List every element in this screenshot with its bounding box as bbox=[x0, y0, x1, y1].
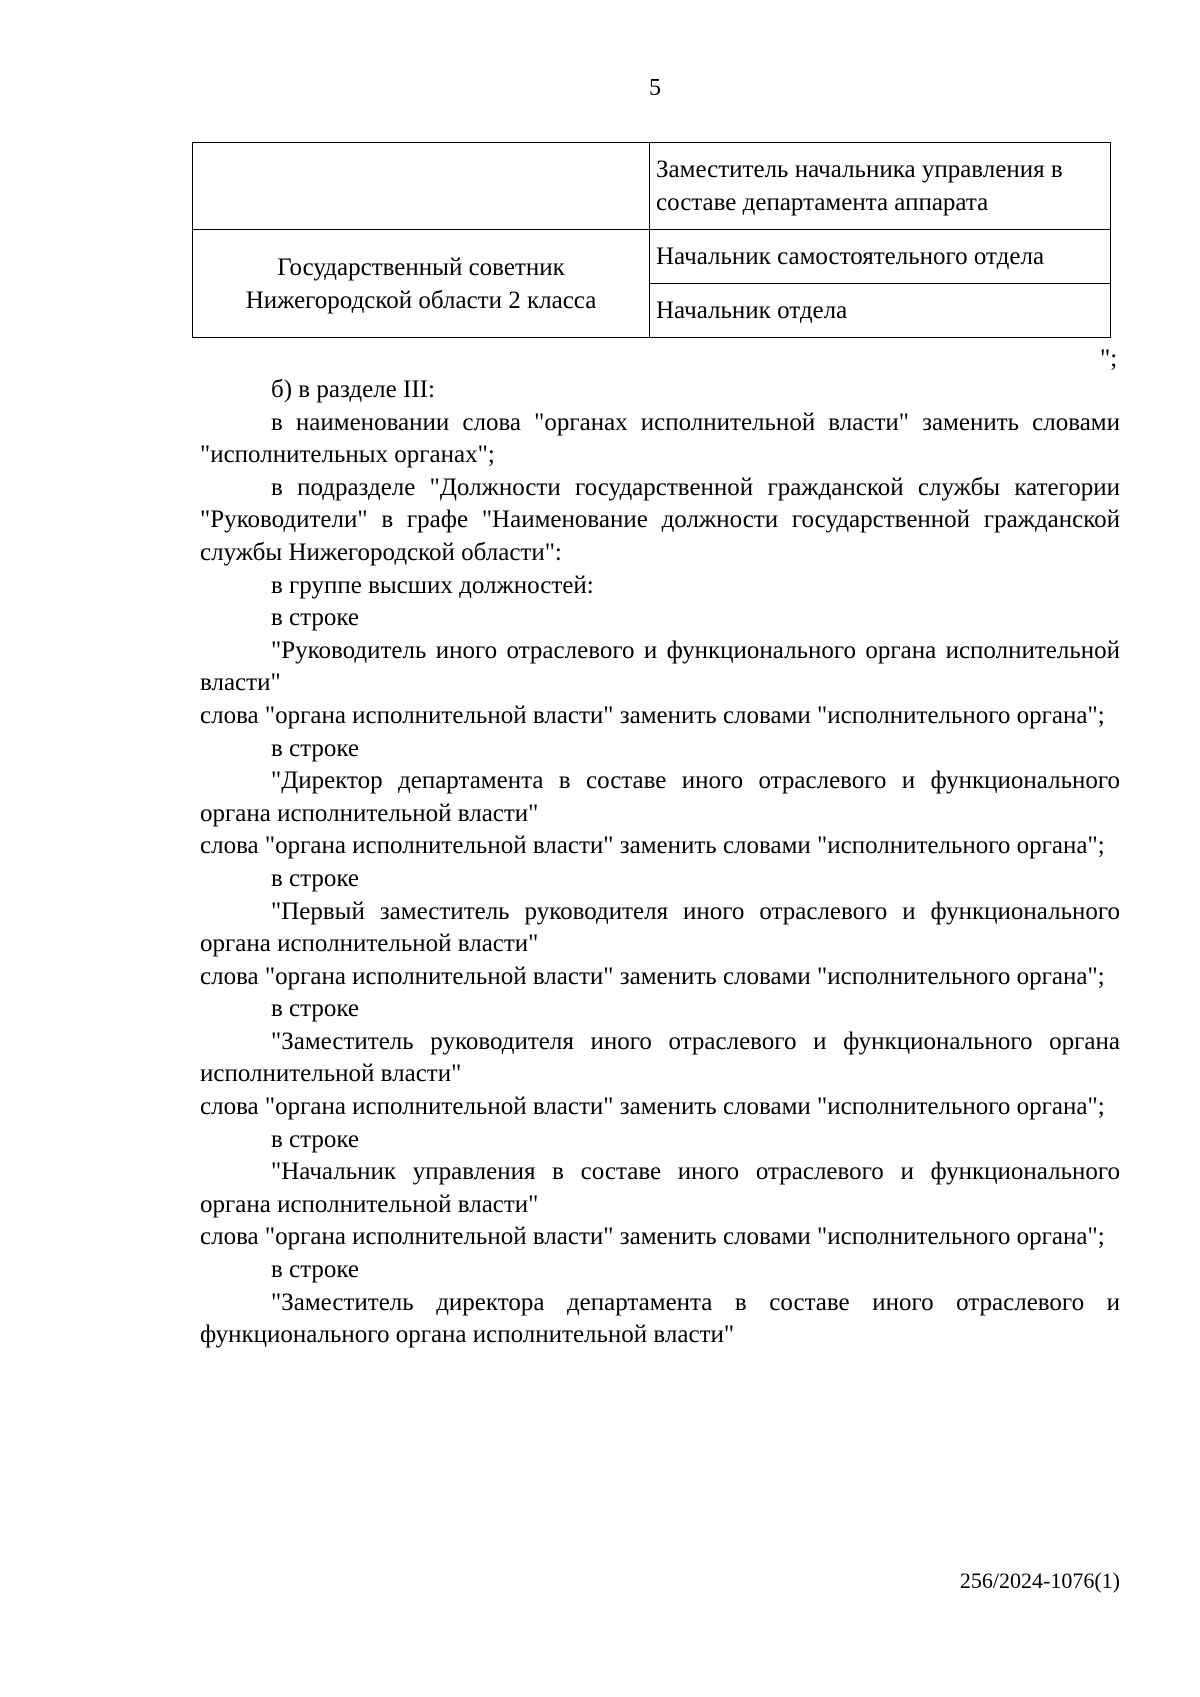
replacement-line: слова "органа исполнительной власти" заменить словами "исполнительного органа"; bbox=[200, 701, 1105, 729]
table-cell-rank: Государственный советник Нижегородской области 2 класса bbox=[193, 230, 650, 338]
positions-table bbox=[192, 142, 1111, 338]
quoted-line: "Руководитель иного отраслевого и функционального органа исполнительной власти" bbox=[200, 636, 1120, 697]
quoted-line: "Директор департамента в составе иного отраслевого и функционального органа исполнительной власти" bbox=[200, 767, 1120, 827]
table-cell-empty bbox=[193, 143, 650, 230]
document-code: 256/2024-1076(1) bbox=[959, 1568, 1120, 1593]
replacement-line: слова "органа исполнительной власти" заменить словами "исполнительного органа"; bbox=[200, 832, 1105, 860]
paragraph: в строке bbox=[271, 995, 360, 1023]
table-closing-quote: "; bbox=[1100, 345, 1118, 372]
paragraph: в строке bbox=[271, 1256, 360, 1284]
paragraph: в строке bbox=[271, 864, 360, 892]
table-cell-position: Начальник самостоятельного отдела bbox=[650, 230, 1111, 284]
paragraph: в подразделе "Должности государственной гражданской службы категории "Руководители" в графе "Наименование должности государственной гражданской службы Нижегородской области": bbox=[200, 473, 1120, 566]
quoted-line: "Начальник управления в составе иного отраслевого и функционального органа исполнительной власти" bbox=[200, 1158, 1120, 1218]
paragraph: в строке bbox=[271, 1125, 360, 1153]
quoted-line: "Заместитель руководителя иного отраслевого и функционального органа исполнительной власти" bbox=[200, 1027, 1120, 1088]
table-cell-position: Начальник отдела bbox=[650, 284, 1111, 338]
quoted-line: "Заместитель директора департамента в составе иного отраслевого и функционального органа исполнительной власти" bbox=[200, 1288, 1120, 1349]
paragraph: в наименовании слова "органах исполнительной власти" заменить словами "исполнительных органах"; bbox=[200, 408, 1120, 469]
replacement-line: слова "органа исполнительной власти" заменить словами "исполнительного органа"; bbox=[200, 962, 1105, 990]
table-cell-position: Заместитель начальника управления в составе департамента аппарата bbox=[650, 143, 1111, 230]
table-row bbox=[193, 143, 1111, 230]
quoted-line: "Первый заместитель руководителя иного отраслевого и функционального органа исполнительной власти" bbox=[200, 897, 1120, 958]
replacement-line: слова "органа исполнительной власти" заменить словами "исполнительного органа"; bbox=[200, 1223, 1105, 1251]
paragraph: в строке bbox=[271, 604, 360, 632]
replacement-line: слова "органа исполнительной власти" заменить словами "исполнительного органа"; bbox=[200, 1093, 1105, 1121]
paragraph: б) в разделе III: bbox=[271, 376, 435, 403]
paragraph: в группе высших должностей: bbox=[271, 571, 594, 599]
paragraph: в строке bbox=[271, 734, 360, 762]
table-row bbox=[193, 230, 1111, 284]
document-body bbox=[200, 374, 1120, 1352]
page-number: 5 bbox=[649, 75, 661, 101]
